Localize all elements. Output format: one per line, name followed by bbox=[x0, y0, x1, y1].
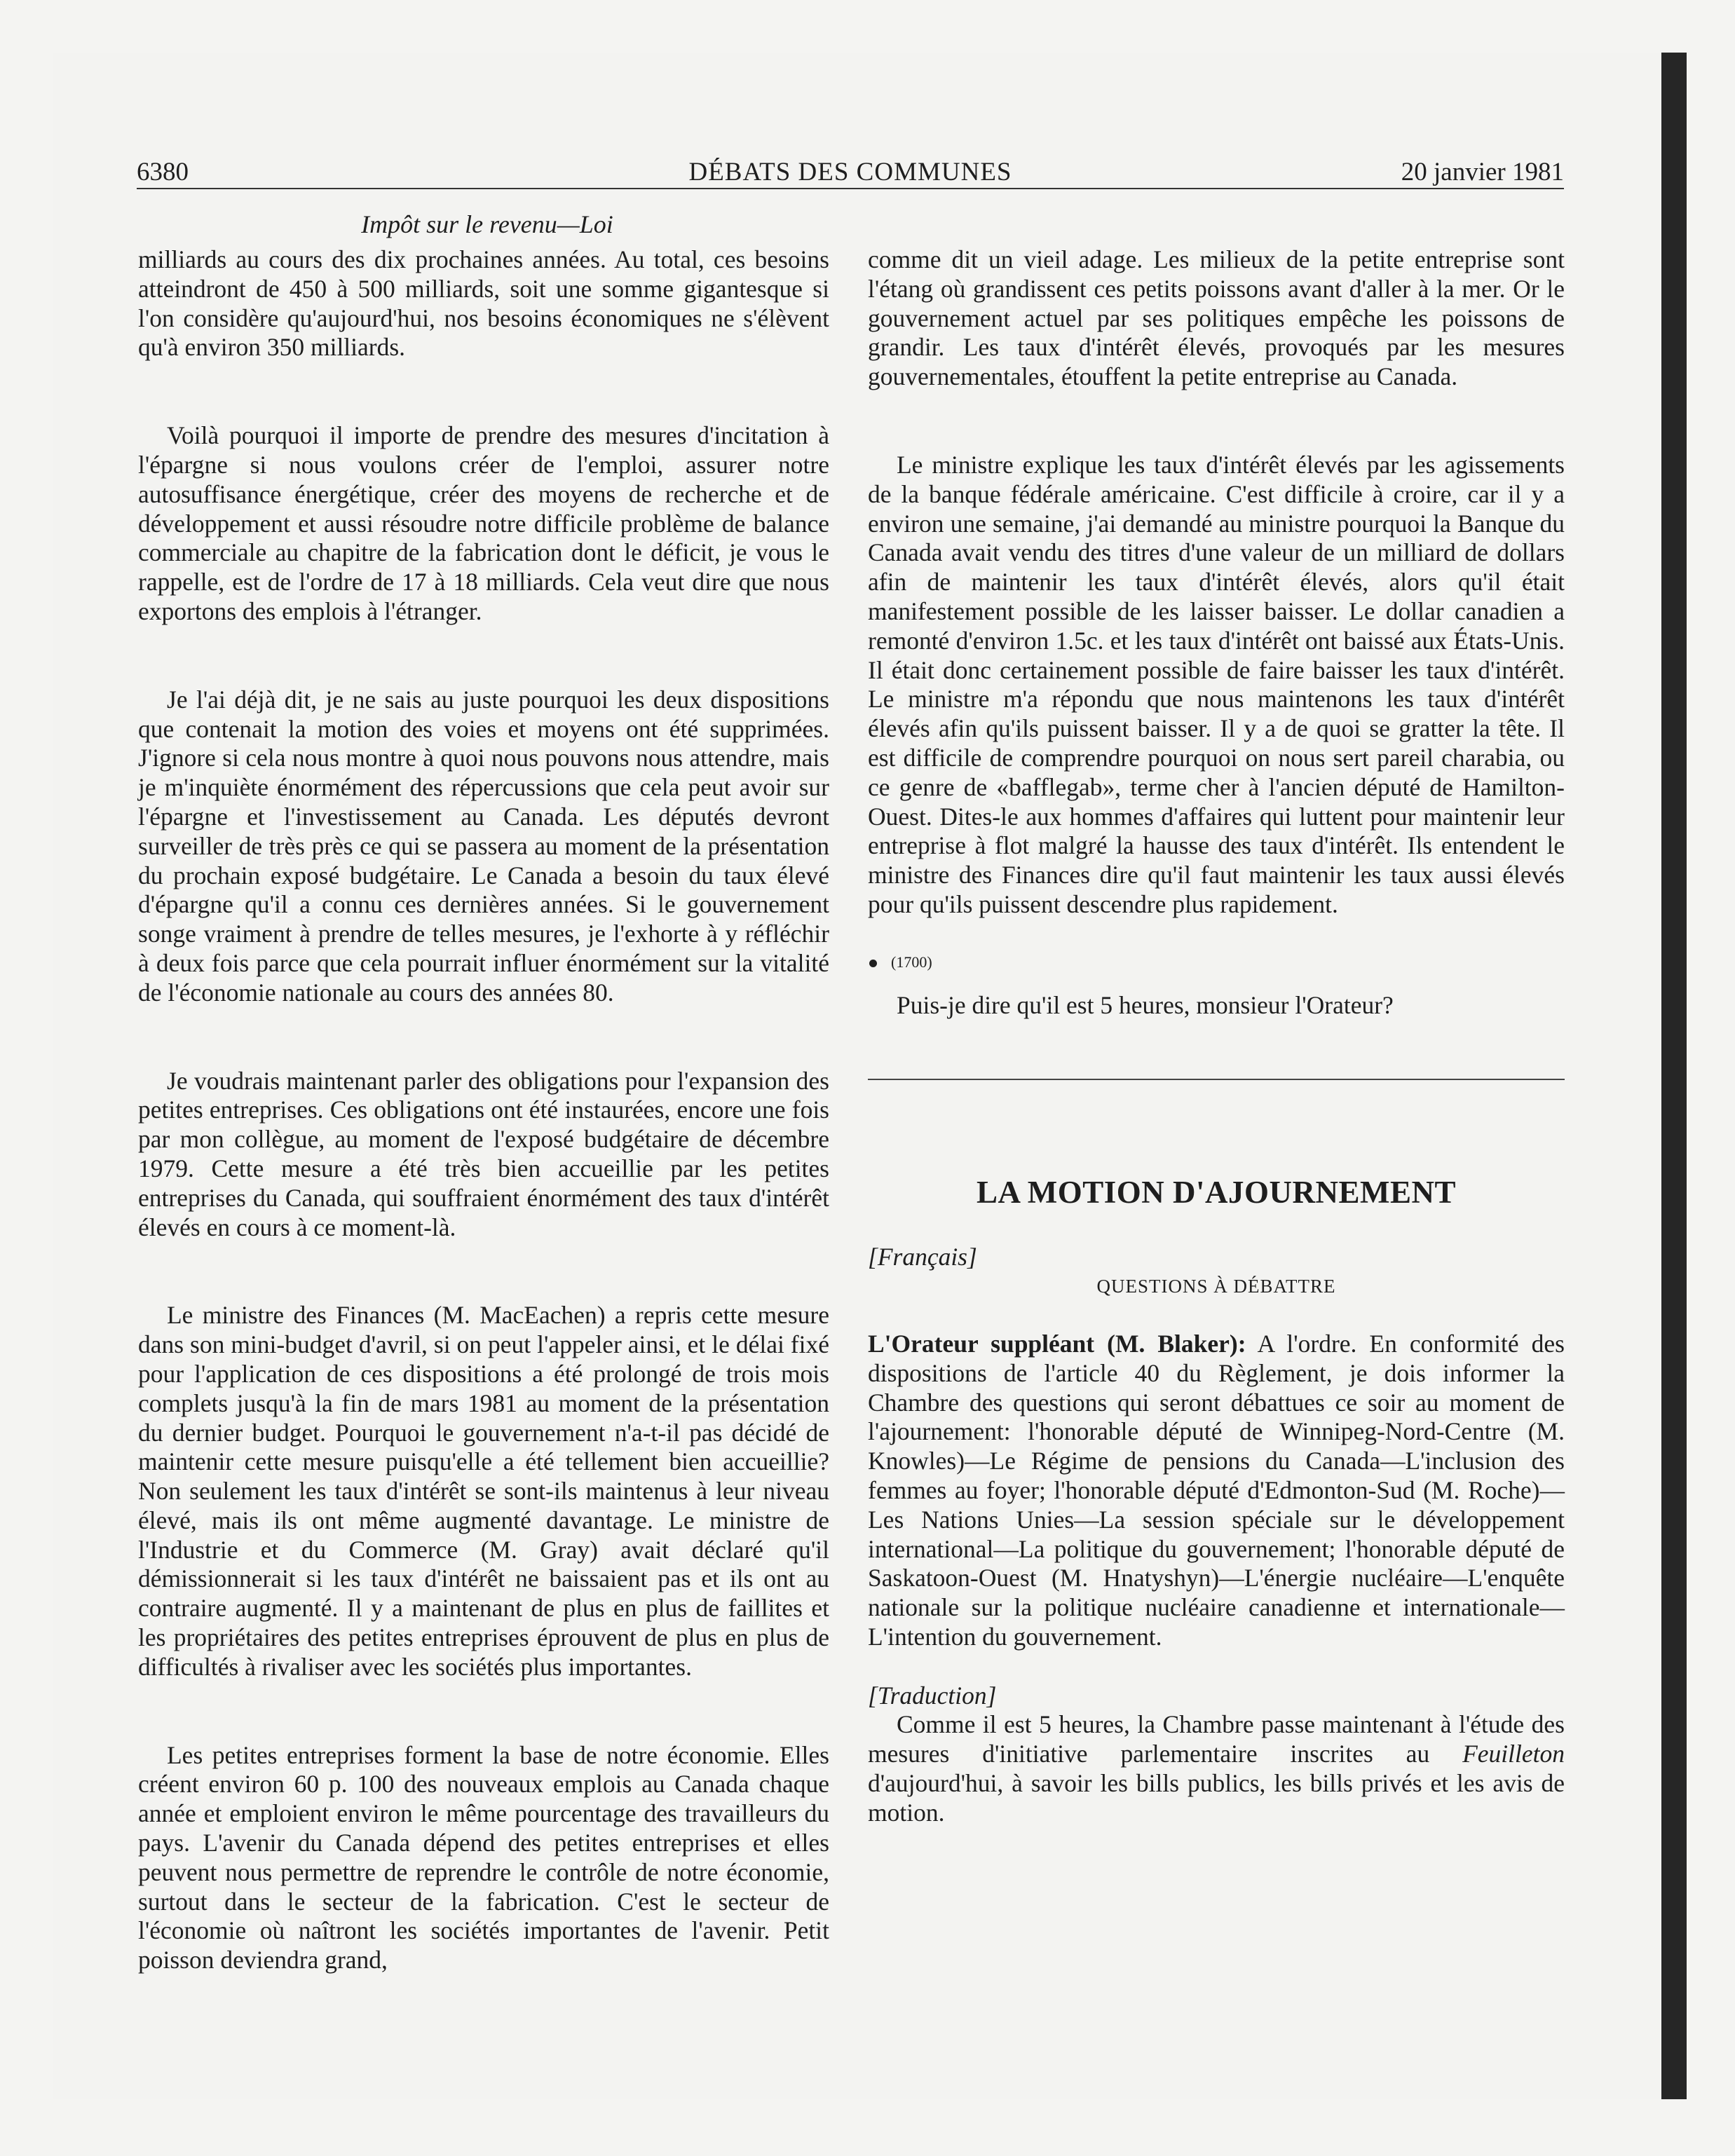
language-tag: [Français] bbox=[868, 1243, 977, 1271]
speaker-name: L'Orateur suppléant (M. Blaker): bbox=[868, 1329, 1246, 1358]
bullet-icon bbox=[869, 960, 877, 967]
subheading: QUESTIONS À DÉBATTRE bbox=[1096, 1276, 1336, 1297]
language-tag: [Traduction] bbox=[868, 1681, 997, 1710]
paragraph: Puis-je dire qu'il est 5 heures, monsieur l'Orateur? bbox=[897, 990, 1394, 1019]
timestamp-text: (1700) bbox=[891, 953, 932, 971]
page-number: 6380 bbox=[137, 158, 189, 186]
timestamp-marker bbox=[868, 948, 1565, 977]
left-column bbox=[138, 245, 829, 1975]
scan-edge-bar bbox=[1661, 53, 1687, 2099]
speech-text: Comme il est 5 heures, la Chambre passe maintenant à l'étude des mesures d'initiative parlementaire inscrites au bbox=[868, 1710, 1565, 1768]
paragraph bbox=[868, 1330, 1565, 1652]
publication-title: DÉBATS DES COMMUNES bbox=[688, 158, 1012, 186]
scan-margin bbox=[1689, 0, 1735, 2156]
header-rule bbox=[137, 188, 1564, 189]
paragraph: Le ministre explique les taux d'intérêt élevés par les agissements de la banque fédérale américaine. C'est difficile à croire, car il y a environ une semaine, j'ai demandé au ministre pourquoi la Banque du Canada avait vendu des titres d'une valeur de un milliard de dollars afin de maintenir les taux d'intérêt élevés, alors qu'il était manifestement possible de les laisser baisser. Le dollar canadien a remonté d'environ 1.5c. et les taux d'intérêt ont baissé aux États-Unis. Il était donc certainement possible de faire baisser les taux d'intérêt. Le ministre m'a répondu que nous maintenons les taux d'intérêt élevés afin qu'ils puissent baisser. Il y a de quoi se gratter la tête. Il est difficile de comprendre pourquoi on nous sert pareil charabia, ou ce genre de «bafflegab», terme cher à l'ancien député de Hamilton-Ouest. Dites-le aux hommes d'affaires qui luttent pour maintenir leur entreprise à flot malgré la hausse des taux d'intérêt. Ils entendent le ministre des Finances dire qu'il faut maintenir les taux aussi élevés pour qu'ils puissent descendre plus rapidement. bbox=[868, 450, 1565, 918]
running-header bbox=[137, 156, 1564, 189]
paragraph: Je voudrais maintenant parler des obligations pour l'expansion des petites entreprises. Ces obligations ont été instaurées, encore une fois par mon collègue, au moment de l'exposé budgétaire de décembre 1979. Cette mesure a été très bien accueillie par les petites entreprises du Canada, qui souffraient énormément des taux d'intérêt élevés en cours à ce moment-là. bbox=[138, 1066, 829, 1241]
paragraph: Le ministre des Finances (M. MacEachen) a repris cette mesure dans son mini-budget d'avril, si on peut l'appeler ainsi, et le délai fixé pour l'application de ces dispositions a été prolongé de trois mois complets jusqu'à la fin de mars 1981 au moment de la présentation du dernier budget. Pourquoi le gouvernement n'a-t-il pas décidé de maintenir cette mesure puisqu'elle a été tellement bien accueillie? Non seulement les taux d'intérêt se sont-ils maintenus à leur niveau élevé, mais ils ont même augmenté davantage. Le ministre de l'Industrie et du Commerce (M. Gray) avait déclaré qu'il démissionnerait si les taux d'intérêt ne baissaient pas et ils ont au contraire augmenté. Il y a maintenant de plus en plus de faillites et les propriétaires des petites entreprises éprouvent de plus en plus de difficultés à rivaliser avec les sociétés plus importantes. bbox=[138, 1301, 829, 1681]
header-date: 20 janvier 1981 bbox=[1401, 158, 1564, 186]
speech-text: d'aujourd'hui, à savoir les bills publics, les bills privés et les avis de motion. bbox=[868, 1769, 1565, 1827]
paragraph: milliards au cours des dix prochaines années. Au total, ces besoins atteindront de 450 à 500 milliards, soit une somme gigantesque si l'on considère qu'aujourd'hui, nos besoins économiques ne s'élèvent qu'à environ 350 milliards. bbox=[138, 245, 829, 362]
paragraph: Les petites entreprises forment la base de notre économie. Elles créent environ 60 p. 100 des nouveaux emplois au Canada chaque année et emploient environ le même pourcentage des travailleurs du pays. L'avenir du Canada dépend des petites entreprises et elles peuvent nous permettre de reprendre le contrôle de notre économie, surtout dans le secteur de la fabrication. C'est le secteur de l'économie où naîtront les sociétés importantes de l'avenir. Petit poisson deviendra grand, bbox=[138, 1740, 829, 1974]
motion-heading: LA MOTION D'AJOURNEMENT bbox=[976, 1175, 1457, 1210]
right-column bbox=[868, 245, 1565, 1828]
paragraph bbox=[868, 1710, 1565, 1827]
section-title: Impôt sur le revenu—Loi bbox=[361, 210, 613, 238]
paragraph: Je l'ai déjà dit, je ne sais au juste pourquoi les deux dispositions que contenait la motion des voies et moyens ont été supprimées. J'ignore si cela nous montre à quoi nous pouvons nous attendre, mais je m'inquiète énormément des répercussions que cela peut avoir sur l'épargne et l'investissement au Canada. Les députés devront surveiller de très près ce qui se passera au moment de la présentation du prochain exposé budgétaire. Le Canada a besoin du taux élevé d'épargne qu'il a connu ces dernières années. Si le gouvernement songe vraiment à prendre de telles mesures, je l'exhorte à y réfléchir à deux fois parce que cela pourrait influer énormément sur la vitalité de l'économie nationale au cours des années 80. bbox=[138, 685, 829, 1007]
italic-text: Feuilleton bbox=[1462, 1740, 1565, 1768]
speech-text: A l'ordre. En conformité des dispositions de l'article 40 du Règlement, je dois informer la Chambre des questions qui seront débattues ce soir au moment de l'ajournement: l'honorable député de Winnipeg-Nord-Centre (M. Knowles)—Le Régime de pensions du Canada—L'inclusion des femmes au foyer; l'honorable député d'Edmonton-Sud (M. Roche)—Les Nations Unies—La session spéciale sur le développement international—La politique du gouvernement; l'honorable député de Saskatoon-Ouest (M. Hnatyshyn)—L'énergie nucléaire—L'enquête nationale sur la politique nucléaire canadienne et internationale—L'intention du gouvernement. bbox=[868, 1329, 1565, 1651]
paragraph: comme dit un vieil adage. Les milieux de la petite entreprise sont l'étang où grandissent ces petits poissons avant d'aller à la mer. Or le gouvernement actuel par ses politiques empêche les poissons de grandir. Les taux d'intérêt élevés, provoqués par les mesures gouvernementales, étouffent la petite entreprise au Canada. bbox=[868, 245, 1565, 391]
paragraph: Voilà pourquoi il importe de prendre des mesures d'incitation à l'épargne si nous voulons créer de l'emploi, assurer notre autosuffisance énergétique, créer des moyens de recherche et de développement et aussi résoudre notre difficile problème de balance commerciale au chapitre de la fabrication dont le déficit, je vous le rappelle, est de l'ordre de 17 à 18 milliards. Cela veut dire que nous exportons des emplois à l'étranger. bbox=[138, 421, 829, 625]
